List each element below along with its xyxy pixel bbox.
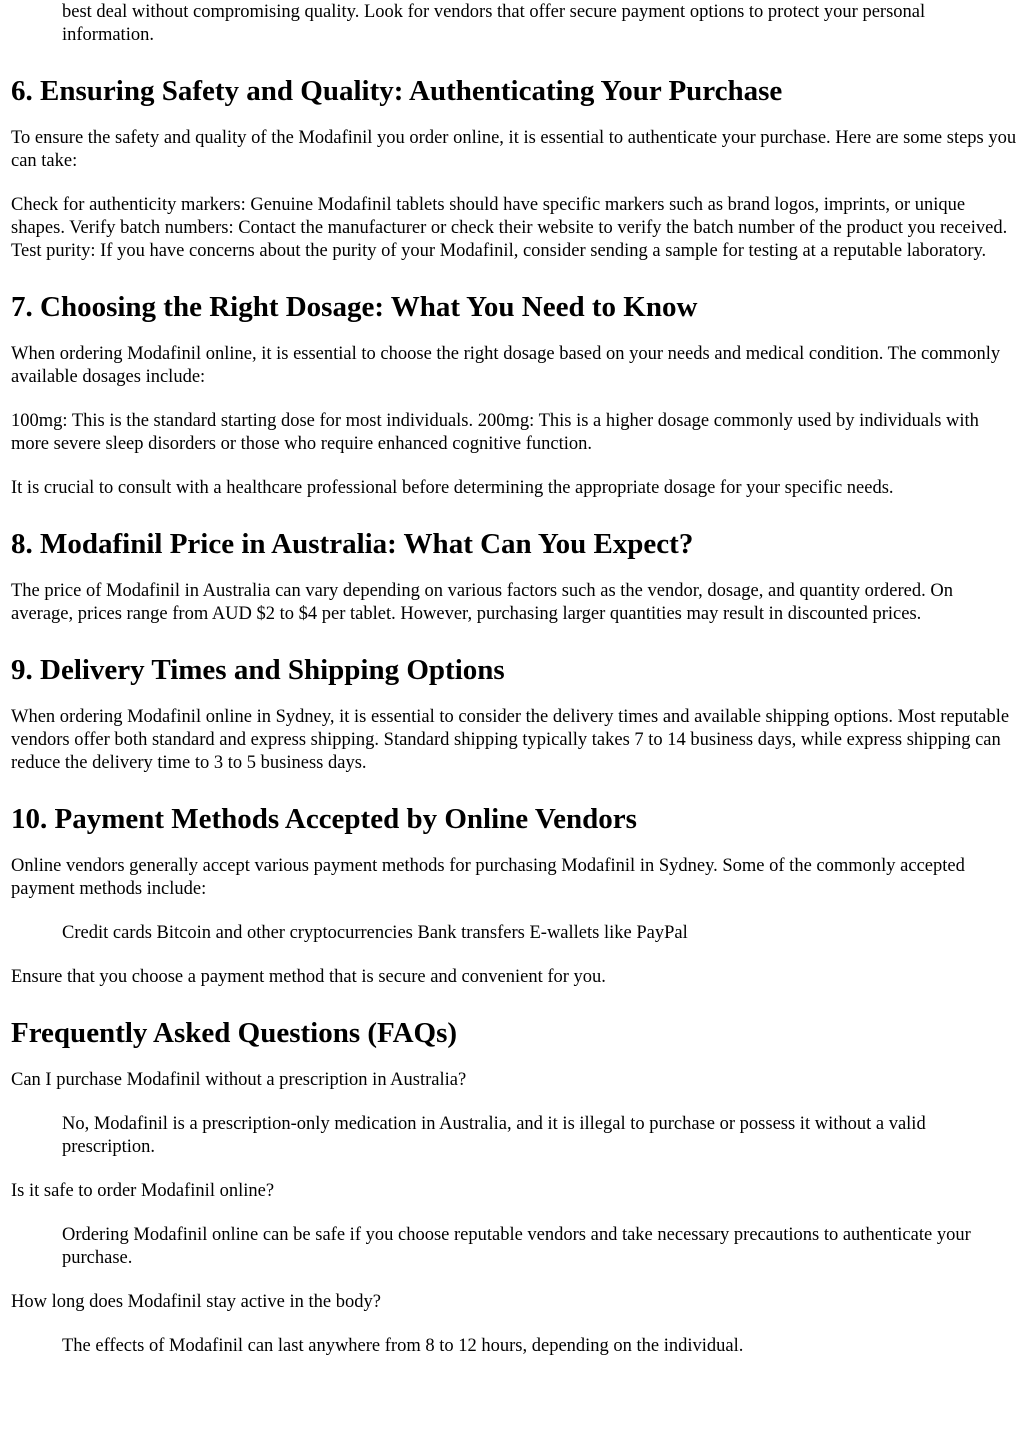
faq-question-3: How long does Modafinil stay active in the body? bbox=[11, 1292, 381, 1312]
section-8-paragraph-1: The price of Modafinil in Australia can vary depending on various factors such as the vendor, dosage, and quantity ordered. On average, prices range from AUD $2 to $4 per tablet. However, purchasing larger quantities may result in discounted prices. bbox=[11, 581, 953, 624]
section-7-paragraph-2: 100mg: This is the standard starting dose for most individuals. 200mg: This is a higher dosage commonly used by individuals with more severe sleep disorders or those who require enhanced cognitive function. bbox=[11, 411, 979, 454]
section-10-closing: Ensure that you choose a payment method that is secure and convenient for you. bbox=[11, 967, 606, 987]
payment-methods-list: Credit cards Bitcoin and other cryptocurrencies Bank transfers E-wallets like PayPal bbox=[62, 923, 688, 943]
intro-tail-paragraph: best deal without compromising quality. Look for vendors that offer secure payment options to protect your personal information. bbox=[62, 2, 926, 45]
faq-heading: Frequently Asked Questions (FAQs) bbox=[11, 1017, 458, 1049]
faq-answer-1: No, Modafinil is a prescription-only medication in Australia, and it is illegal to purchase or possess it without a valid prescription. bbox=[62, 1114, 926, 1157]
faq-answer-2: Ordering Modafinil online can be safe if you choose reputable vendors and take necessary precautions to authenticate your purchase. bbox=[62, 1225, 971, 1268]
section-10-paragraph-1: Online vendors generally accept various payment methods for purchasing Modafinil in Sydney. Some of the commonly accepted payment methods include: bbox=[11, 856, 965, 899]
faq-question-1: Can I purchase Modafinil without a prescription in Australia? bbox=[11, 1070, 467, 1090]
section-6-paragraph-1: To ensure the safety and quality of the Modafinil you order online, it is essential to authenticate your purchase. Here are some steps you can take: bbox=[11, 128, 1017, 171]
section-7-heading: 7. Choosing the Right Dosage: What You Need to Know bbox=[11, 291, 698, 323]
section-6-paragraph-2: Check for authenticity markers: Genuine Modafinil tablets should have specific markers such as brand logos, imprints, or unique shapes. Verify batch numbers: Contact the manufacturer or check their website to verify the batch number of the product you received. Test purity: If you have concerns about the purity of your Modafinil, consider sending a sample for testing at a reputable laboratory. bbox=[11, 195, 1008, 261]
faq-question-2: Is it safe to order Modafinil online? bbox=[11, 1181, 275, 1201]
section-9-paragraph-1: When ordering Modafinil online in Sydney, it is essential to consider the delivery times and available shipping options. Most reputable vendors offer both standard and express shipping. Standard shipping typically takes 7 to 14 business days, while express shipping can reduce the delivery time to 3 to 5 business days. bbox=[11, 707, 1010, 773]
article-body bbox=[11, 0, 1017, 1358]
section-7-paragraph-3: It is crucial to consult with a healthcare professional before determining the appropriate dosage for your specific needs. bbox=[11, 478, 894, 498]
section-9-heading: 9. Delivery Times and Shipping Options bbox=[11, 654, 505, 686]
section-10-heading: 10. Payment Methods Accepted by Online Vendors bbox=[11, 803, 637, 835]
section-7-paragraph-1: When ordering Modafinil online, it is essential to choose the right dosage based on your needs and medical condition. The commonly available dosages include: bbox=[11, 344, 1001, 387]
section-8-heading: 8. Modafinil Price in Australia: What Can You Expect? bbox=[11, 528, 694, 560]
section-6-heading: 6. Ensuring Safety and Quality: Authenticating Your Purchase bbox=[11, 75, 783, 107]
faq-answer-3: The effects of Modafinil can last anywhere from 8 to 12 hours, depending on the individual. bbox=[62, 1336, 744, 1356]
